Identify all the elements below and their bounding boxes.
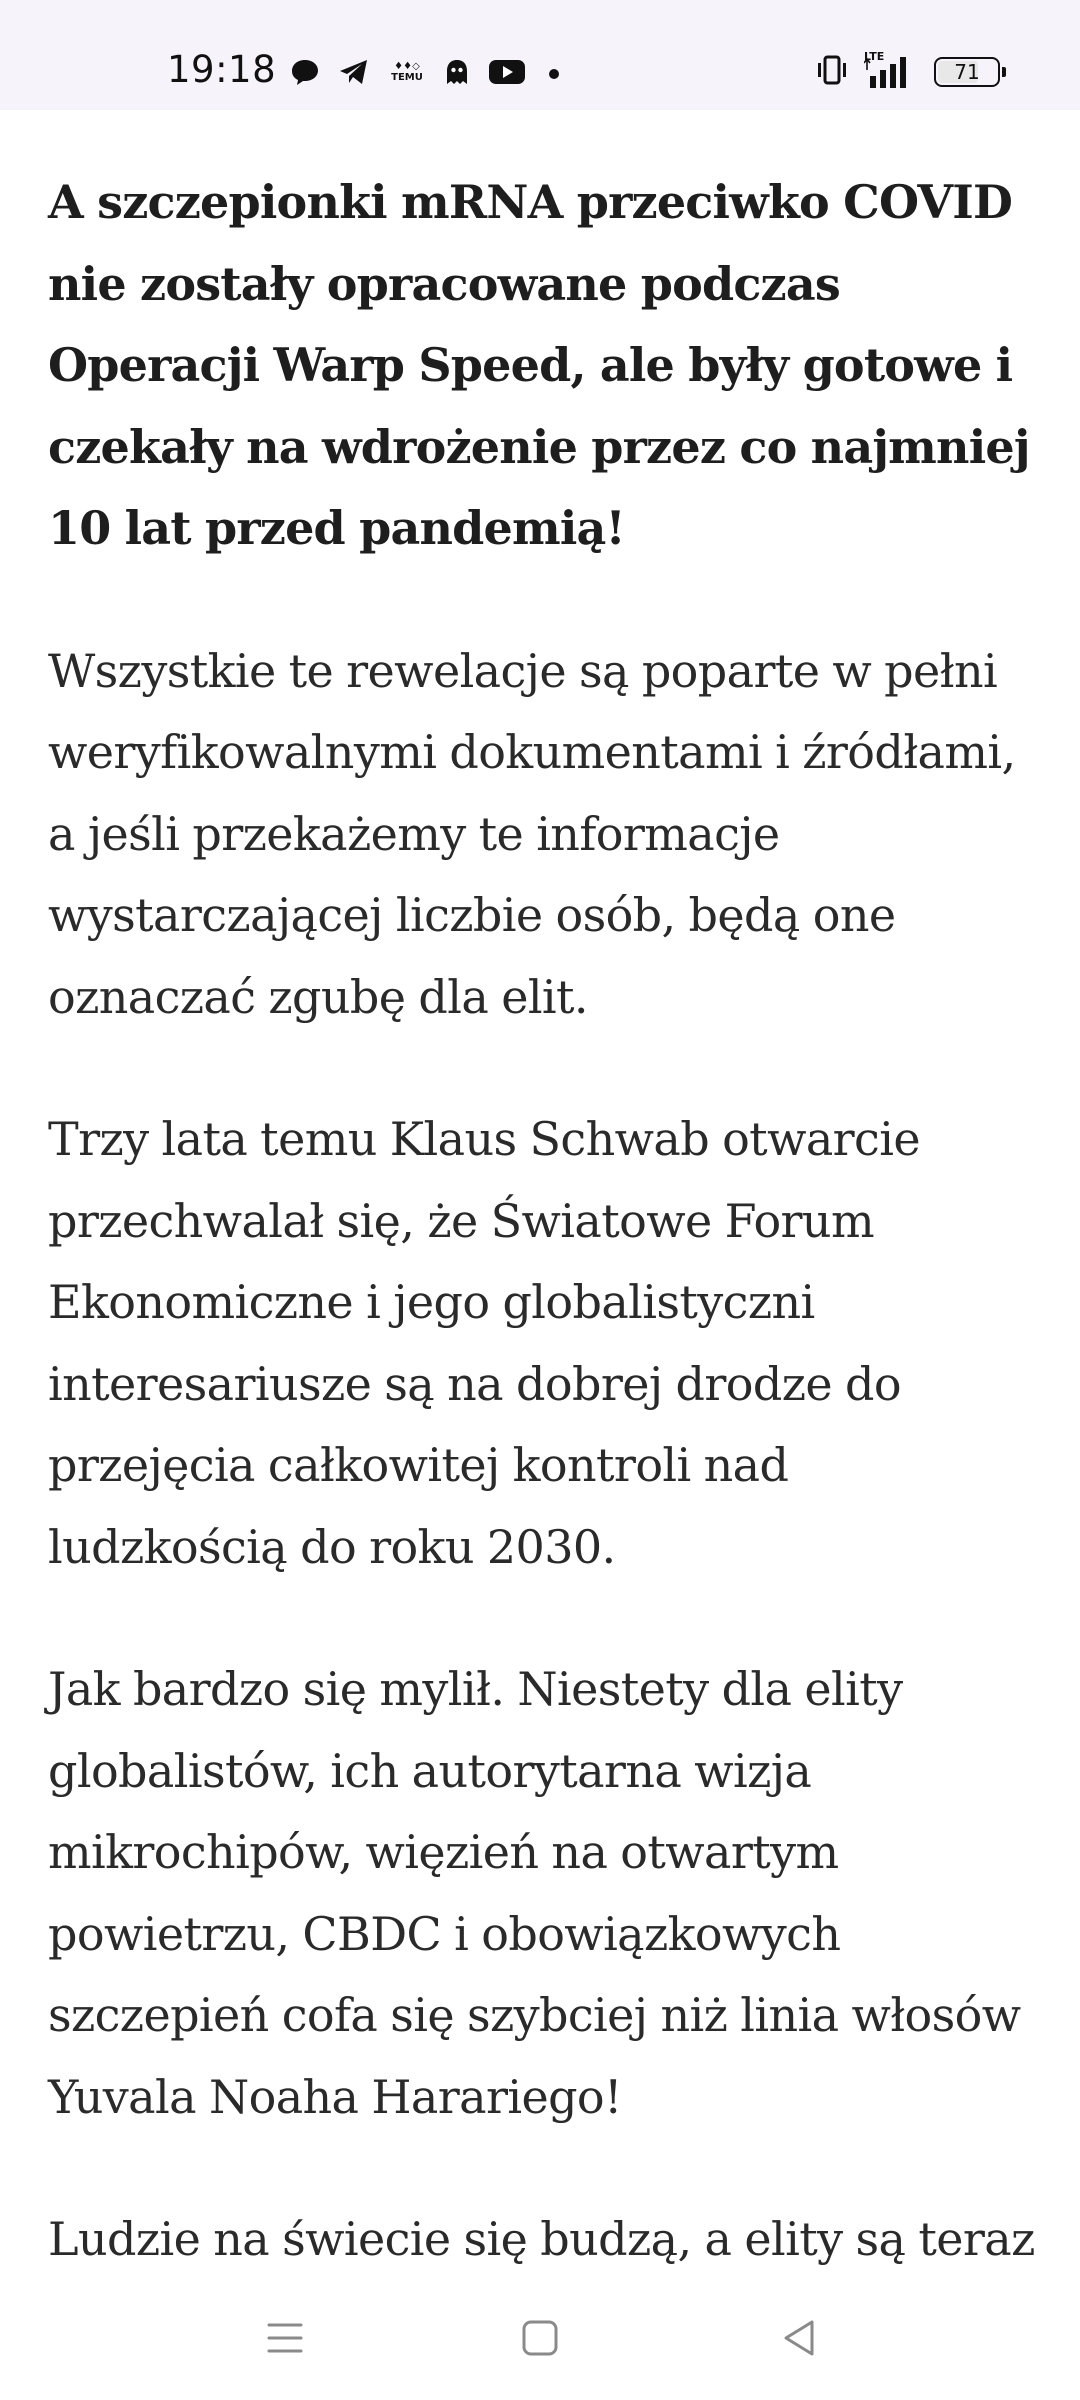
- chat-bubble-icon: [290, 58, 320, 86]
- status-bar: [0, 0, 1080, 110]
- status-time: 19:18: [167, 48, 277, 91]
- system-icons: [814, 52, 1000, 92]
- dot-icon: [544, 58, 564, 86]
- navigation-bar: [0, 2268, 1080, 2400]
- signal-icon: [864, 50, 920, 90]
- battery-icon: [934, 57, 1000, 87]
- battery-percent: 71: [954, 60, 980, 84]
- back-icon: [778, 2316, 822, 2360]
- temu-label: TEMU: [391, 72, 423, 83]
- vibrate-icon: [814, 54, 850, 90]
- network-type-label: LTE: [864, 50, 885, 63]
- temu-icon: ♦♦◇ TEMU: [391, 61, 423, 83]
- youtube-icon: [488, 58, 526, 86]
- home-button[interactable]: [500, 2298, 580, 2378]
- telegram-icon: [338, 58, 370, 86]
- menu-icon: [263, 2316, 307, 2360]
- article-paragraph: Wszystkie te rewelacje są poparte w pełni weryfikowalnymi dokumentami i źródłami, a jeśli przekażemy te informacje wystarczającej liczbie osób, będą one oznaczać zgubę dla elit.: [48, 643, 1016, 1024]
- ghost-icon: [444, 58, 470, 86]
- home-icon: [518, 2316, 562, 2360]
- article-paragraph: A szczepionki mRNA przeciwko COVID nie zostały opracowane podczas Operacji Warp Speed, ale były gotowe i czekały na wdrożenie przez co najmniej 10 lat przed pandemią!: [48, 175, 1030, 555]
- article-paragraph: Ludzie na świecie się budzą, a elity są teraz: [48, 2212, 1035, 2266]
- article-paragraph: Trzy lata temu Klaus Schwab otwarcie przechwalał się, że Światowe Forum Ekonomiczne i jego globalistyczni interesariusze są na dobrej drodze do przejęcia całkowitej kontroli nad ludzkością do roku 2030.: [48, 1112, 920, 1574]
- article-paragraph: Jak bardzo się mylił. Niestety dla elity globalistów, ich autorytarna wizja mikrochipów, więzień na otwartym powietrzu, CBDC i obowiązkowych szczepień cofa się szybciej niż linia włosów Yuvala Noaha Harariego!: [48, 1662, 1021, 2124]
- notification-icons: [290, 52, 564, 92]
- back-button[interactable]: [760, 2298, 840, 2378]
- article-body: [48, 162, 1038, 2281]
- menu-button[interactable]: [245, 2298, 325, 2378]
